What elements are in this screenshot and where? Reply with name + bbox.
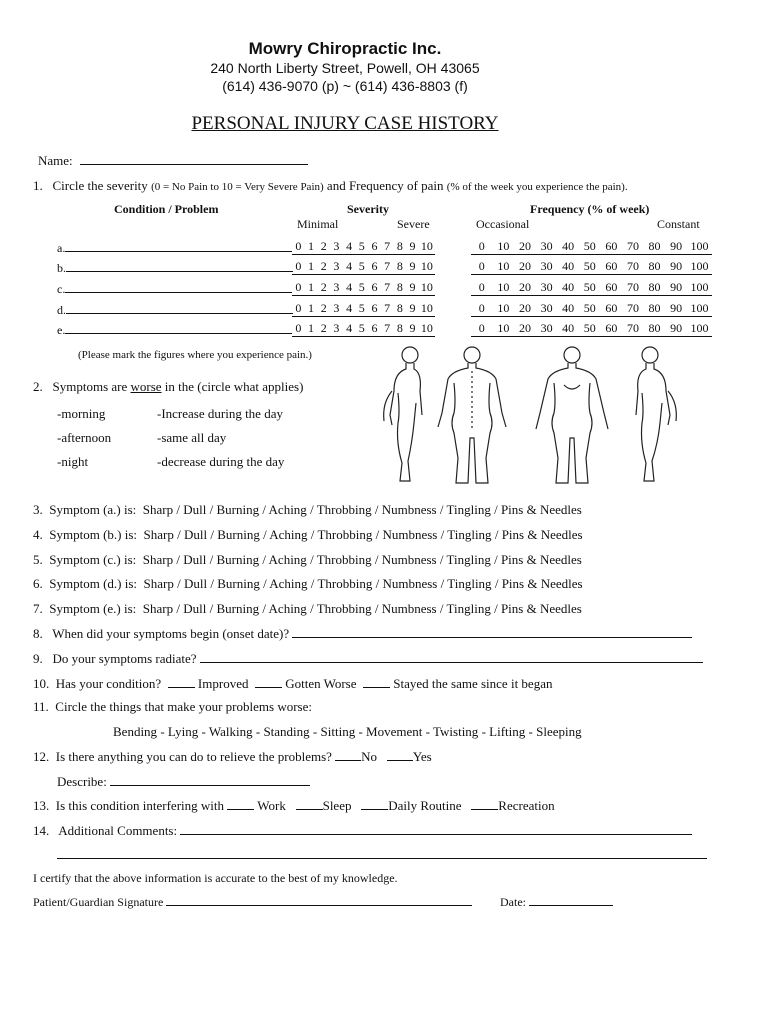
improved-blank[interactable] [168,675,195,688]
q12-number: 12. [33,749,50,764]
severity-option[interactable]: 0 [295,239,302,253]
severity-option[interactable]: 1 [308,239,315,253]
activity-option[interactable]: Lifting [489,724,526,739]
q2-text [33,379,303,395]
comments-field-2[interactable] [57,846,707,859]
q10-worse: Gotten Worse [285,676,357,691]
frequency-option[interactable]: 70 [626,280,639,294]
q11-row [33,699,312,715]
col-frequency: Frequency (% of week) [530,202,650,216]
severity-option[interactable]: 10 [420,301,433,315]
q14-text: Additional Comments: [58,823,178,838]
frequency-option[interactable]: 10 [497,239,510,253]
condition-row-0 [57,239,292,256]
onset-date-field[interactable] [292,625,692,638]
symptom-type-option[interactable]: Dull [183,576,208,591]
relieve-no-blank[interactable] [335,748,361,761]
severity-option[interactable]: 10 [420,321,433,335]
frequency-option[interactable]: 90 [670,280,683,294]
activity-option[interactable]: Sleeping [536,724,582,739]
option-same[interactable]: -same all day [157,430,227,445]
severity-option[interactable]: 6 [371,239,378,253]
symptom-type-option[interactable]: Burning [217,527,260,542]
symptom-type-option[interactable]: Throbbing [316,552,372,567]
frequency-option[interactable]: 40 [562,259,575,273]
frequency-option[interactable]: 30 [540,301,553,315]
frequency-option[interactable]: 60 [605,301,618,315]
symptom-type-option[interactable]: Sharp [142,601,174,616]
q14-number: 14. [33,823,50,838]
frequency-option[interactable]: 60 [605,321,618,335]
q10-improved: Improved [197,676,249,691]
worse-blank[interactable] [255,675,282,688]
severity-option[interactable]: 1 [308,259,315,273]
frequency-option[interactable]: 90 [670,259,683,273]
severity-option[interactable]: 9 [409,280,416,294]
symptom-type-option[interactable]: Tingling [446,502,491,517]
q1-text-b: and Frequency of pain [326,178,444,193]
option-increase[interactable]: -Increase during the day [157,406,283,421]
date-field[interactable] [529,893,613,906]
radiate-field[interactable] [200,650,703,663]
condition-field[interactable] [65,239,292,252]
name-label: Name: [38,153,73,168]
q8-number: 8. [33,626,43,641]
severity-option[interactable]: 2 [320,239,327,253]
severity-scale [292,259,435,275]
frequency-option[interactable]: 90 [670,239,683,253]
frequency-option[interactable]: 60 [605,259,618,273]
frequency-option[interactable]: 50 [583,321,596,335]
symptom-type-option[interactable]: Numbness [381,552,437,567]
body-figure-side-right[interactable] [384,347,422,481]
q13-routine: Daily Routine [388,798,462,813]
q2-number: 2. [33,379,43,394]
q1-text [33,178,628,194]
frequency-option[interactable]: 100 [690,259,709,273]
frequency-option[interactable]: 30 [540,321,553,335]
symptom-type-option[interactable]: Burning [217,576,260,591]
symptom-number: 6. [33,576,43,591]
severity-option[interactable]: 10 [420,239,433,253]
certify-text: I certify that the above information is accurate to the best of my knowledge. [33,871,398,885]
symptom-row-4: 7. Symptom (e.) is: Sharp / Dull / Burning / Aching / Throbbing / Numbness / Tingling / Pins & Needles [33,601,582,616]
symptom-type-option[interactable]: Numbness [381,601,437,616]
frequency-option[interactable]: 90 [670,301,683,315]
symptom-type-option[interactable]: Pins & Needles [500,502,582,517]
frequency-option[interactable]: 50 [583,301,596,315]
severity-option[interactable]: 3 [333,259,340,273]
frequency-option[interactable]: 10 [497,301,510,315]
frequency-option[interactable]: 10 [497,321,510,335]
severity-option[interactable]: 6 [371,280,378,294]
q8-row [33,625,692,642]
severity-option[interactable]: 4 [346,259,353,273]
symptom-label: Symptom (b.) is: [49,527,138,542]
symptom-type-option[interactable]: Sharp [143,527,174,542]
severity-option[interactable]: 8 [396,239,403,253]
severity-option[interactable]: 1 [308,301,315,315]
q13-work: Work [257,798,286,813]
symptom-type-option[interactable]: Pins & Needles [500,601,582,616]
severity-option[interactable]: 2 [320,301,327,315]
frequency-option[interactable]: 20 [518,280,531,294]
severity-option[interactable]: 1 [308,280,315,294]
q14-row [33,822,692,839]
q12-row [33,748,432,765]
frequency-option[interactable]: 80 [648,280,661,294]
q12-no: No [361,749,378,764]
symptom-type-option[interactable]: Sharp [142,502,174,517]
body-figure-back[interactable] [438,347,506,483]
symptom-type-option[interactable]: Dull [183,502,207,517]
frequency-option[interactable]: 100 [690,321,709,335]
condition-field[interactable] [65,280,292,293]
activity-option[interactable]: Walking [208,724,253,739]
q1-paren-a: (0 = No Pain to 10 = Very Severe Pain) [151,181,324,193]
severity-option[interactable]: 4 [346,301,353,315]
frequency-option[interactable]: 100 [690,280,709,294]
frequency-option[interactable]: 70 [626,239,639,253]
frequency-option[interactable]: 80 [648,301,661,315]
severity-option[interactable]: 7 [384,239,391,253]
date-row [500,893,613,910]
severity-option[interactable]: 3 [333,301,340,315]
signature-label: Patient/Guardian Signature [33,895,164,909]
severity-option[interactable]: 6 [371,301,378,315]
severity-option[interactable]: 8 [396,301,403,315]
name-row [38,152,308,169]
routine-blank[interactable] [361,797,388,810]
severity-scale [292,239,435,255]
condition-row-label: d. [57,303,66,317]
company-name: Mowry Chiropractic Inc. [248,39,442,58]
condition-row-1 [57,259,293,276]
symptom-label: Symptom (e.) is: [49,601,137,616]
severity-option[interactable]: 9 [409,239,416,253]
severity-option[interactable]: 5 [358,321,365,335]
frequency-scale [471,321,712,337]
frequency-option[interactable]: 20 [518,321,531,335]
severity-option[interactable]: 8 [396,259,403,273]
severity-option[interactable]: 7 [384,259,391,273]
col-severity: Severity [347,202,389,216]
work-blank[interactable] [227,797,254,810]
symptom-type-option[interactable]: Aching [269,527,308,542]
describe-field[interactable] [110,773,310,786]
severity-scale [292,280,435,296]
frequency-option[interactable]: 70 [626,321,639,335]
symptom-type-option[interactable]: Tingling [446,552,491,567]
symptom-number: 4. [33,527,43,542]
frequency-option[interactable]: 20 [518,239,531,253]
body-figures-diagram[interactable] [370,343,690,488]
severity-option[interactable]: 2 [320,280,327,294]
frequency-option[interactable]: 100 [690,301,709,315]
frequency-option[interactable]: 20 [518,259,531,273]
q10-same: Stayed the same since it began [393,676,553,691]
symptom-type-option[interactable]: Sharp [143,576,174,591]
frequency-option[interactable]: 0 [478,259,485,273]
body-figure-side-left[interactable] [636,347,676,481]
severity-option[interactable]: 4 [346,239,353,253]
severity-option[interactable]: 0 [295,259,302,273]
symptom-type-option[interactable]: Pins & Needles [501,527,583,542]
q1-text-a: Circle the severity [52,178,148,193]
severity-option[interactable]: 3 [333,321,340,335]
severity-option[interactable]: 9 [409,321,416,335]
symptom-type-option[interactable]: Dull [183,601,207,616]
symptom-type-option[interactable]: Aching [268,552,307,567]
activity-option[interactable]: Bending [113,724,158,739]
frequency-option[interactable]: 10 [497,280,510,294]
symptom-type-option[interactable]: Tingling [446,601,491,616]
frequency-option[interactable]: 50 [583,280,596,294]
q10-row [33,675,552,692]
symptom-type-option[interactable]: Numbness [382,576,438,591]
condition-row-label: a. [57,241,66,255]
frequency-option[interactable]: 90 [670,321,683,335]
symptom-type-option[interactable]: Throbbing [317,576,373,591]
frequency-scale [471,301,712,317]
symptom-row-3: 6. Symptom (d.) is: Sharp / Dull / Burning / Aching / Throbbing / Numbness / Tingling / Pins & Needles [33,576,583,591]
severity-option[interactable]: 2 [320,321,327,335]
q13-row [33,797,555,814]
company-phone: (614) 436-9070 (p) ~ (614) 436-8803 (f) [222,78,468,94]
q2-underlined: worse [130,379,162,394]
activity-option[interactable]: Sitting [320,724,356,739]
symptom-label: Symptom (a.) is: [49,502,137,517]
frequency-option[interactable]: 0 [478,321,485,335]
name-field[interactable] [80,152,308,165]
recreation-blank[interactable] [471,797,498,810]
frequency-option[interactable]: 40 [562,239,575,253]
frequency-option[interactable]: 0 [478,239,485,253]
activity-option[interactable]: Standing [263,724,310,739]
severity-option[interactable]: 6 [371,321,378,335]
q13-sleep: Sleep [322,798,352,813]
symptom-row-1: 4. Symptom (b.) is: Sharp / Dull / Burning / Aching / Throbbing / Numbness / Tingling / Pins & Needles [33,527,583,542]
relieve-yes-blank[interactable] [387,748,413,761]
severity-option[interactable]: 9 [409,301,416,315]
condition-field[interactable] [66,259,293,272]
date-label: Date: [500,895,526,909]
option-afternoon[interactable]: -afternoon [57,430,112,445]
condition-field[interactable] [66,301,293,314]
q9-row [33,650,703,667]
frequency-option[interactable]: 50 [583,239,596,253]
q2-text-before: Symptoms are [52,379,128,394]
symptom-type-option[interactable]: Burning [216,601,260,616]
option-morning[interactable]: -morning [57,406,106,421]
condition-row-label: b. [57,261,66,275]
severity-option[interactable]: 0 [295,301,302,315]
symptom-type-option[interactable]: Aching [268,502,307,517]
symptom-type-option[interactable]: Throbbing [317,527,373,542]
severity-option[interactable]: 10 [420,259,433,273]
q1-number: 1. [33,178,43,193]
form-title: PERSONAL INJURY CASE HISTORY [191,113,499,134]
activity-option[interactable]: Twisting [432,724,479,739]
condition-row-4 [57,321,292,338]
symptom-type-option[interactable]: Tingling [447,527,492,542]
frequency-option[interactable]: 10 [497,259,510,273]
severity-option[interactable]: 8 [396,280,403,294]
severity-option[interactable]: 9 [409,259,416,273]
symptom-type-option[interactable]: Throbbing [316,502,372,517]
severity-option[interactable]: 0 [295,321,302,335]
frequency-option[interactable]: 40 [562,321,575,335]
symptom-type-option[interactable]: Numbness [381,502,437,517]
symptom-type-option[interactable]: Sharp [142,552,174,567]
q11-number: 11. [33,699,49,714]
symptom-type-option[interactable]: Numbness [382,527,438,542]
symptom-type-option[interactable]: Burning [216,502,260,517]
severity-option[interactable]: 2 [320,259,327,273]
activity-option[interactable]: Lying [167,724,199,739]
freq-max-label: Constant [657,217,700,231]
sev-max-label: Severe [397,217,430,231]
frequency-option[interactable]: 30 [540,280,553,294]
severity-scale [292,321,435,337]
q13-text: Is this condition interfering with [55,798,225,813]
frequency-option[interactable]: 20 [518,301,531,315]
severity-option[interactable]: 7 [384,321,391,335]
q13-recreation: Recreation [498,798,555,813]
frequency-option[interactable]: 0 [478,280,485,294]
symptom-type-option[interactable]: Burning [216,552,260,567]
q12-yes: Yes [412,749,432,764]
frequency-option[interactable]: 50 [583,259,596,273]
severity-option[interactable]: 5 [358,301,365,315]
symptom-type-option[interactable]: Dull [183,552,207,567]
frequency-option[interactable]: 40 [562,280,575,294]
option-night[interactable]: -night [57,454,89,469]
severity-option[interactable]: 5 [358,280,365,294]
q13-number: 13. [33,798,50,813]
symptom-label: Symptom (d.) is: [49,576,138,591]
q10-text: Has your condition? [55,676,162,691]
severity-option[interactable]: 4 [346,321,353,335]
symptom-type-option[interactable]: Pins & Needles [501,576,583,591]
frequency-scale [471,280,712,296]
signature-row [33,893,472,910]
severity-option[interactable]: 8 [396,321,403,335]
q9-number: 9. [33,651,43,666]
describe-label: Describe: [57,774,107,789]
option-decrease[interactable]: -decrease during the day [157,454,285,469]
describe-row [57,773,310,790]
q11-text: Circle the things that make your problems worse: [55,699,312,714]
severity-option[interactable]: 5 [358,239,365,253]
condition-row-2 [57,280,292,297]
symptom-number: 7. [33,601,43,616]
condition-row-3 [57,301,293,318]
severity-option[interactable]: 1 [308,321,315,335]
frequency-option[interactable]: 40 [562,301,575,315]
frequency-option[interactable]: 60 [605,280,618,294]
severity-option[interactable]: 4 [346,280,353,294]
condition-row-label: c. [57,282,66,296]
symptom-row-2: 5. Symptom (c.) is: Sharp / Dull / Burning / Aching / Throbbing / Numbness / Tingling / Pins & Needles [33,552,582,567]
severity-option[interactable]: 5 [358,259,365,273]
sev-min-label: Minimal [297,217,339,231]
frequency-option[interactable]: 0 [478,301,485,315]
signature-field[interactable] [166,893,472,906]
frequency-option[interactable]: 30 [540,259,553,273]
q2-text-after: in the (circle what applies) [164,379,304,394]
frequency-scale [471,239,712,255]
frequency-option[interactable]: 60 [605,239,618,253]
q8-text: When did your symptoms begin (onset date)? [52,626,290,641]
symptom-label: Symptom (c.) is: [49,552,137,567]
q9-text: Do your symptoms radiate? [52,651,197,666]
severity-option[interactable]: 0 [295,280,302,294]
comments-field-1[interactable] [180,822,692,835]
frequency-option[interactable]: 80 [648,321,661,335]
symptom-number: 5. [33,552,43,567]
symptom-type-option[interactable]: Throbbing [316,601,372,616]
symptom-type-option[interactable]: Dull [183,527,208,542]
body-figure-front[interactable] [536,347,608,483]
activities-list: Bending - Lying - Walking - Standing - Sitting - Movement - Twisting - Lifting - Sleeping [113,724,582,739]
severity-option[interactable]: 7 [384,280,391,294]
condition-field[interactable] [65,321,292,334]
severity-scale [292,301,435,317]
frequency-option[interactable]: 70 [626,259,639,273]
frequency-option[interactable]: 30 [540,239,553,253]
severity-option[interactable]: 6 [371,259,378,273]
severity-option[interactable]: 10 [420,280,433,294]
activity-option[interactable]: Movement [366,724,423,739]
severity-option[interactable]: 3 [333,239,340,253]
frequency-scale [471,259,712,275]
frequency-option[interactable]: 80 [648,239,661,253]
severity-option[interactable]: 7 [384,301,391,315]
severity-option[interactable]: 3 [333,280,340,294]
q10-number: 10. [33,676,50,691]
symptom-type-option[interactable]: Aching [268,601,307,616]
frequency-option[interactable]: 100 [690,239,709,253]
company-address: 240 North Liberty Street, Powell, OH 43065 [210,60,480,76]
frequency-option[interactable]: 70 [626,301,639,315]
col-condition: Condition / Problem [114,202,219,216]
symptom-type-option[interactable]: Pins & Needles [500,552,582,567]
freq-min-label: Occasional [476,217,530,231]
q1-paren-b: (% of the week you experience the pain). [446,181,628,193]
condition-row-label: e. [57,323,66,337]
symptom-type-option[interactable]: Aching [269,576,308,591]
symptom-number: 3. [33,502,43,517]
frequency-option[interactable]: 80 [648,259,661,273]
symptom-type-option[interactable]: Tingling [447,576,492,591]
figures-note: (Please mark the figures where you experience pain.) [78,349,312,361]
symptom-row-0: 3. Symptom (a.) is: Sharp / Dull / Burning / Aching / Throbbing / Numbness / Tingling / Pins & Needles [33,502,582,517]
sleep-blank[interactable] [296,797,323,810]
q12-text: Is there anything you can do to relieve the problems? [55,749,332,764]
same-blank[interactable] [363,675,390,688]
